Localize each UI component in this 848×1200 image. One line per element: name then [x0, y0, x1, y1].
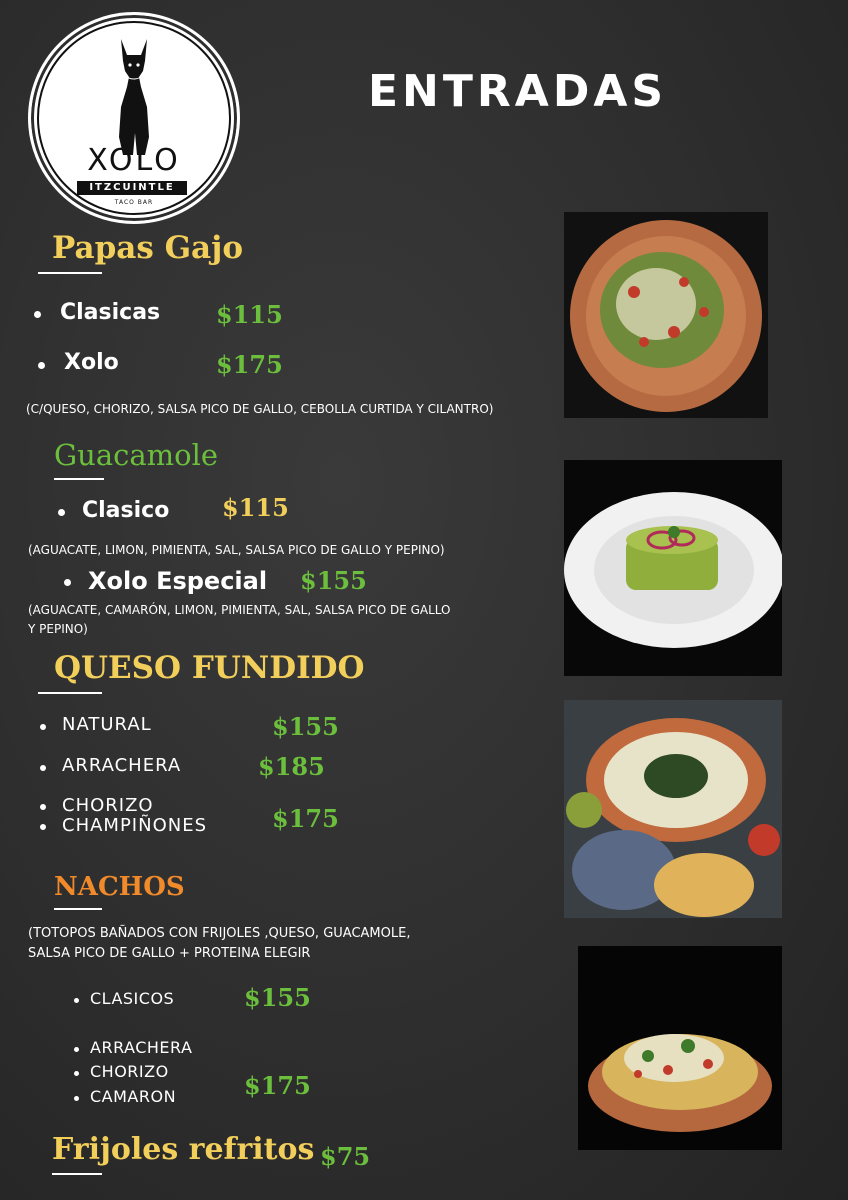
note-guacamole-xolo-especial-1: (AGUACATE, CAMARÓN, LIMON, PIMIENTA, SAL, SALSA PICO DE GALLO [28, 603, 451, 617]
price-queso-arrachera: $185 [258, 752, 325, 781]
item-nachos-arrachera: ARRACHERA [90, 1038, 193, 1057]
photo-papas-gajo [564, 212, 768, 418]
item-nachos-chorizo: CHORIZO [90, 1062, 169, 1081]
bullet-icon [74, 1047, 79, 1052]
bullet-icon [38, 362, 45, 369]
logo-name: XOLO [87, 143, 181, 178]
price-queso-natural: $155 [272, 712, 339, 741]
item-guacamole-xolo-especial: Xolo Especial [88, 567, 268, 595]
item-papas-clasicas: Clasicas [60, 300, 161, 325]
photo-queso-fundido [564, 700, 782, 918]
price-papas-xolo: $175 [216, 350, 283, 379]
photo-guacamole [564, 460, 782, 676]
note-guacamole-xolo-especial-2: Y PEPINO) [28, 622, 88, 636]
heading-underline [52, 1173, 102, 1175]
item-queso-natural: NATURAL [62, 714, 152, 735]
section-queso-fundido-heading: QUESO FUNDIDO [54, 650, 365, 686]
price-papas-clasicas: $115 [216, 300, 283, 329]
bullet-icon [74, 1071, 79, 1076]
section-guacamole-heading: Guacamole [54, 438, 219, 472]
heading-underline [38, 692, 102, 694]
note-nachos-1: (TOTOPOS BAÑADOS CON FRIJOLES ,QUESO, GUACAMOLE, [28, 926, 411, 941]
bullet-icon [34, 311, 41, 318]
section-frijoles-heading: Frijoles refritos [52, 1132, 315, 1167]
section-nachos-heading: NACHOS [54, 872, 185, 902]
item-papas-xolo: Xolo [64, 350, 119, 375]
price-guacamole-clasico: $115 [222, 493, 289, 522]
bullet-icon [40, 724, 46, 730]
restaurant-logo [28, 12, 240, 224]
item-queso-chorizo: CHORIZO [62, 795, 154, 816]
bullet-icon [40, 765, 46, 771]
price-nachos-proteins: $175 [244, 1071, 311, 1100]
section-papas-gajo-heading: Papas Gajo [52, 230, 244, 266]
bullet-icon [74, 1096, 79, 1101]
heading-underline [54, 908, 102, 910]
note-guacamole-clasico: (AGUACATE, LIMON, PIMIENTA, SAL, SALSA PICO DE GALLO Y PEPINO) [28, 543, 445, 557]
bullet-icon [74, 998, 79, 1003]
xolo-dog-icon [109, 37, 159, 157]
item-nachos-camaron: CAMARON [90, 1087, 177, 1106]
item-queso-champinones: CHAMPIÑONES [62, 815, 208, 836]
bullet-icon [40, 824, 46, 830]
bullet-icon [64, 579, 71, 586]
note-nachos-2: SALSA PICO DE GALLO + PROTEINA ELEGIR [28, 946, 311, 961]
bullet-icon [40, 804, 46, 810]
price-queso-chorizo-champinones: $175 [272, 804, 339, 833]
logo-tagline: TACO BAR [114, 199, 154, 206]
note-papas-xolo: (C/QUESO, CHORIZO, SALSA PICO DE GALLO, CEBOLLA CURTIDA Y CILANTRO) [26, 402, 494, 416]
price-guacamole-xolo-especial: $155 [300, 566, 367, 595]
item-nachos-clasicos: CLASICOS [90, 989, 175, 1008]
photo-nachos [578, 946, 782, 1150]
bullet-icon [58, 509, 65, 516]
page-title: ENTRADAS [368, 66, 668, 117]
heading-underline [54, 478, 104, 480]
item-queso-arrachera: ARRACHERA [62, 755, 182, 776]
price-nachos-clasicos: $155 [244, 983, 311, 1012]
price-frijoles: $75 [320, 1142, 371, 1171]
logo-subtitle: ITZCUINTLE [77, 181, 187, 195]
item-guacamole-clasico: Clasico [82, 498, 170, 523]
heading-underline [38, 272, 102, 274]
